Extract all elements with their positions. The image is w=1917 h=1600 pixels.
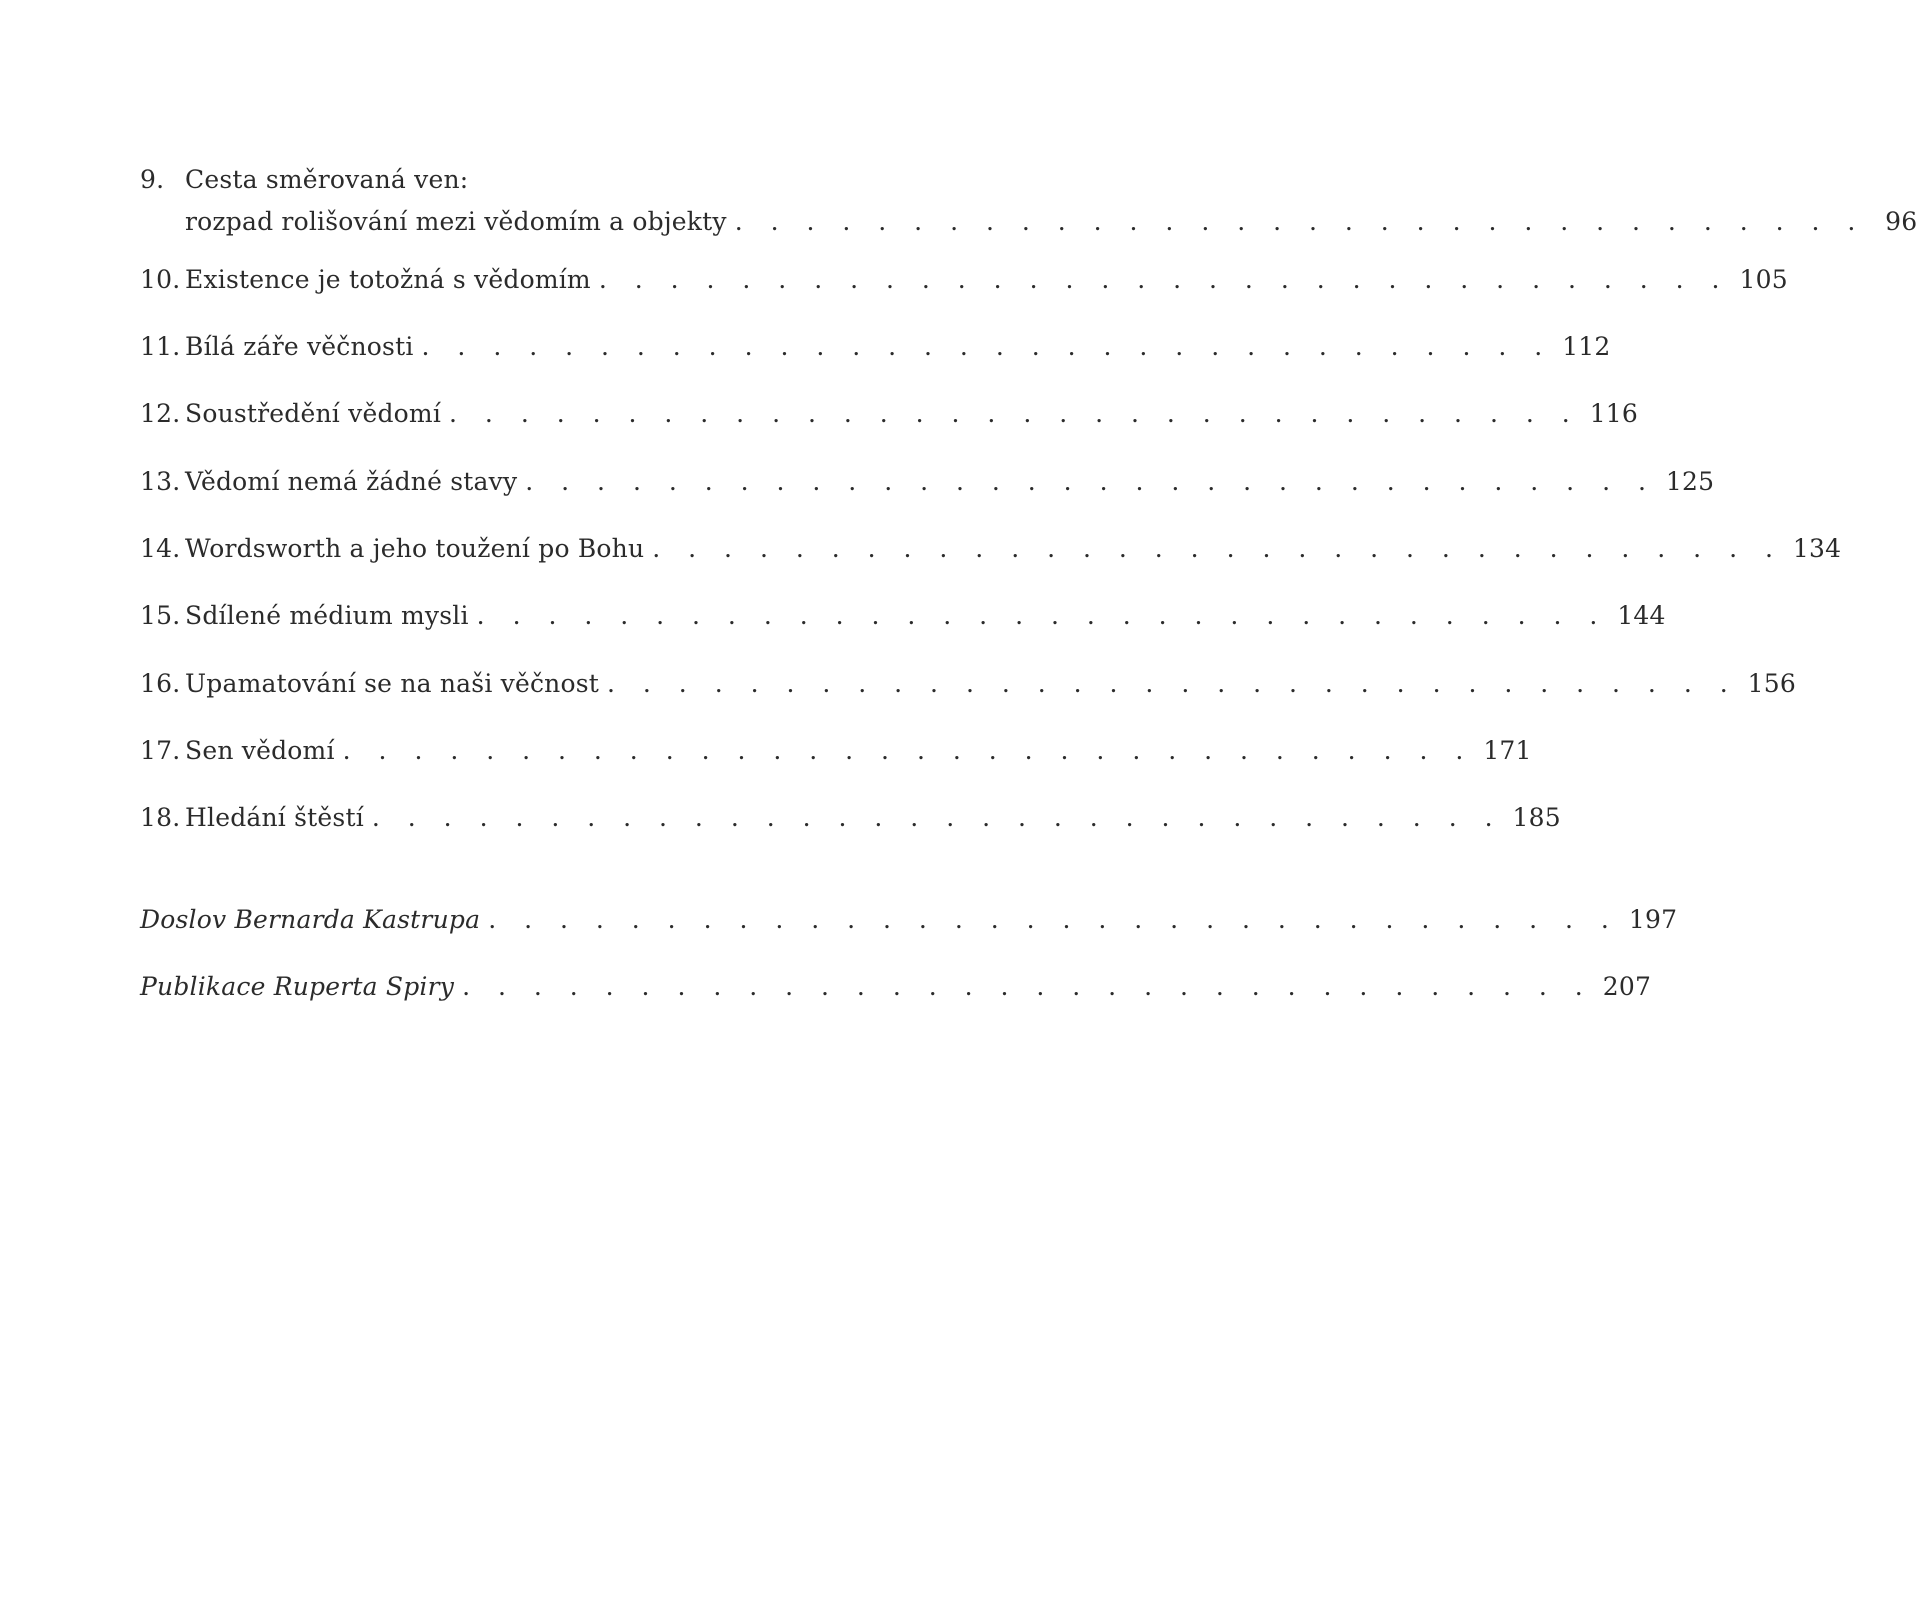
page-number: 134 bbox=[1792, 534, 1842, 563]
dot-leader: . . . . . . . . . . . . . . . . . . . . . . . . . . . . . . . . bbox=[598, 265, 1730, 294]
toc-entry-chapter-10[interactable] bbox=[140, 264, 1788, 296]
chapter-title: Wordsworth a jeho toužení po Bohu bbox=[185, 534, 645, 563]
toc-entry-chapter-9[interactable] bbox=[140, 164, 1917, 238]
dot-leader: . . . . . . . . . . . . . . . . . . . . . . . . . . . . . . . . bbox=[652, 534, 1783, 563]
chapter-title: Hledání štěstí bbox=[185, 803, 364, 832]
chapter-number: 12. bbox=[140, 399, 181, 428]
chapter-title: Soustředění vědomí bbox=[185, 399, 442, 428]
toc-entry-chapter-14[interactable] bbox=[140, 533, 1842, 565]
chapter-number: 11. bbox=[140, 332, 181, 361]
page-number: 96 bbox=[1885, 207, 1917, 236]
chapter-title: Existence je totožná s vědomím bbox=[185, 265, 591, 294]
page-number: 125 bbox=[1665, 467, 1715, 496]
appendix-title: Doslov Bernarda Kastrupa bbox=[140, 905, 481, 934]
chapter-title: Vědomí nemá žádné stavy bbox=[185, 467, 518, 496]
page-number: 112 bbox=[1562, 332, 1611, 361]
toc-entry-chapter-18[interactable] bbox=[140, 802, 1561, 834]
chapter-title-line-1: Cesta směrovaná ven: bbox=[185, 165, 469, 194]
chapter-number: 16. bbox=[140, 669, 181, 698]
dot-leader: . . . . . . . . . . . . . . . . . . . . . . . . . . . . . . . . bbox=[607, 669, 1738, 698]
page-number: 144 bbox=[1617, 601, 1666, 630]
chapter-number: 14. bbox=[140, 534, 181, 563]
chapter-title: Upamatování se na naši věčnost bbox=[185, 669, 600, 698]
chapter-number: 9. bbox=[140, 165, 165, 194]
toc-entry-chapter-15[interactable] bbox=[140, 600, 1666, 632]
dot-leader: . . . . . . . . . . . . . . . . . . . . . . . . . . . . . . . . bbox=[462, 972, 1593, 1001]
dot-leader: . . . . . . . . . . . . . . . . . . . . . . . . . . . . . . . . bbox=[371, 803, 1503, 832]
chapter-number: 17. bbox=[140, 736, 181, 765]
toc-entry-chapter-11[interactable] bbox=[140, 331, 1611, 363]
page-number: 116 bbox=[1589, 399, 1639, 428]
toc-entry-chapter-16[interactable] bbox=[140, 668, 1796, 700]
toc-entry-chapter-17[interactable] bbox=[140, 735, 1532, 767]
chapter-title: Bílá záře věčnosti bbox=[185, 332, 414, 361]
toc-entry-chapter-12[interactable] bbox=[140, 398, 1639, 430]
page-number: 171 bbox=[1483, 736, 1532, 765]
dot-leader: . . . . . . . . . . . . . . . . . . . . . . . . . . . . . . . . bbox=[488, 905, 1619, 934]
page-number: 207 bbox=[1602, 972, 1652, 1001]
toc-entry-afterword[interactable] bbox=[140, 904, 1678, 936]
chapter-title: Sen vědomí bbox=[185, 736, 335, 765]
toc-entry-chapter-13[interactable] bbox=[140, 466, 1715, 498]
page-number: 105 bbox=[1739, 265, 1788, 294]
dot-leader: . . . . . . . . . . . . . . . . . . . . . . . . . . . . . . . . bbox=[342, 736, 1474, 765]
page-number: 185 bbox=[1512, 803, 1561, 832]
appendix-title: Publikace Ruperta Spiry bbox=[140, 972, 455, 1001]
chapter-title-line-2: rozpad rolišování mezi vědomím a objekty bbox=[185, 207, 727, 236]
page-number: 197 bbox=[1628, 905, 1678, 934]
toc-entry-publications[interactable] bbox=[140, 971, 1652, 1003]
dot-leader: . . . . . . . . . . . . . . . . . . . . . . . . . . . . . . . . bbox=[421, 332, 1553, 361]
chapter-number: 13. bbox=[140, 467, 181, 496]
dot-leader: . . . . . . . . . . . . . . . . . . . . . . . . . . . . . . . . bbox=[476, 601, 1608, 630]
dot-leader: . . . . . . . . . . . . . . . . . . . . . . . . . . . . . . . . bbox=[734, 207, 1866, 236]
chapter-number: 18. bbox=[140, 803, 181, 832]
chapter-title: Sdílené médium mysli bbox=[185, 601, 469, 630]
chapter-number: 10. bbox=[140, 265, 181, 294]
dot-leader: . . . . . . . . . . . . . . . . . . . . . . . . . . . . . . . . bbox=[525, 467, 1656, 496]
dot-leader: . . . . . . . . . . . . . . . . . . . . . . . . . . . . . . . . bbox=[449, 399, 1580, 428]
page-number: 156 bbox=[1747, 669, 1796, 698]
chapter-number: 15. bbox=[140, 601, 181, 630]
